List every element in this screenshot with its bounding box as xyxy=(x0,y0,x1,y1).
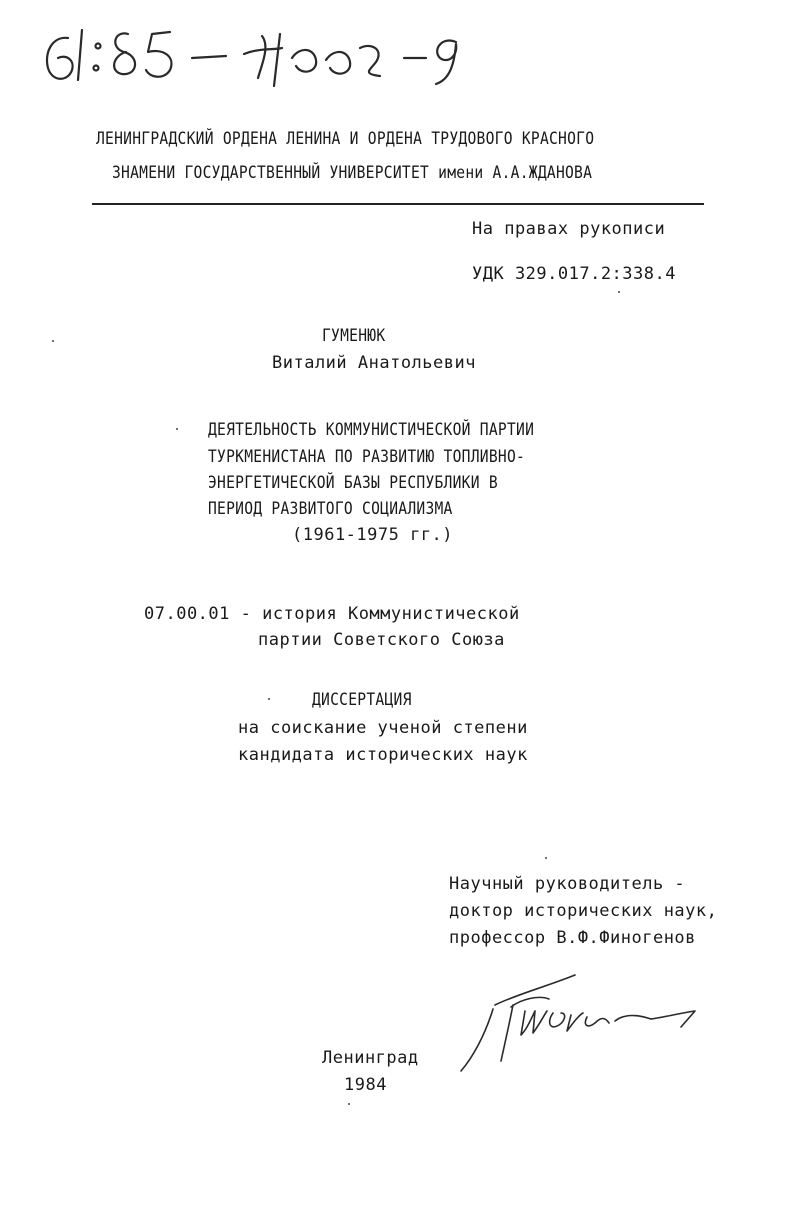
degree-heading: ДИССЕРТАЦИЯ xyxy=(312,690,412,710)
author-signature xyxy=(455,965,705,1080)
title-line-4: ПЕРИОД РАЗВИТОГО СОЦИАЛИЗМА xyxy=(208,499,453,519)
specialty-line-1: 07.00.01 - история Коммунистической xyxy=(144,604,520,624)
scan-speck xyxy=(618,291,620,293)
author-name: Виталий Анатольевич xyxy=(272,353,476,373)
degree-line-1: на соискание ученой степени xyxy=(238,718,528,738)
year: 1984 xyxy=(344,1075,387,1095)
rights-notice: На правах рукописи xyxy=(472,219,666,239)
institution-line-2: ЗНАМЕНИ ГОСУДАРСТВЕННЫЙ УНИВЕРСИТЕТ имени А.А.ЖДАНОВА xyxy=(112,163,593,183)
supervisor-line-2: доктор исторических наук, xyxy=(449,901,718,921)
title-line-3: ЭНЕРГЕТИЧЕСКОЙ БАЗЫ РЕСПУБЛИКИ В xyxy=(208,473,498,493)
title-line-1: ДЕЯТЕЛЬНОСТЬ КОММУНИСТИЧЕСКОЙ ПАРТИИ xyxy=(208,420,535,440)
specialty-line-2: партии Советского Союза xyxy=(258,630,505,650)
institution-line-1: ЛЕНИНГРАДСКИЙ ОРДЕНА ЛЕНИНА И ОРДЕНА ТРУДОВОГО КРАСНОГО xyxy=(96,129,595,149)
scan-speck xyxy=(545,857,547,859)
title-years: (1961-1975 гг.) xyxy=(292,525,454,545)
city: Ленинград xyxy=(322,1048,419,1068)
scan-speck xyxy=(268,698,270,700)
title-line-2: ТУРКМЕНИСТАНА ПО РАЗВИТИЮ ТОПЛИВНО- xyxy=(208,447,526,467)
scan-speck xyxy=(52,340,54,342)
handwritten-archive-number xyxy=(30,8,470,98)
author-surname: ГУМЕНЮК xyxy=(322,326,386,346)
degree-line-2: кандидата исторических наук xyxy=(238,745,528,765)
header-divider xyxy=(92,203,704,205)
supervisor-line-1: Научный руководитель - xyxy=(449,874,686,894)
supervisor-line-3: профессор В.Ф.Финогенов xyxy=(449,928,696,948)
scan-speck xyxy=(176,428,178,430)
udk-code: УДК 329.017.2:338.4 xyxy=(472,264,676,284)
scan-speck xyxy=(348,1103,350,1105)
